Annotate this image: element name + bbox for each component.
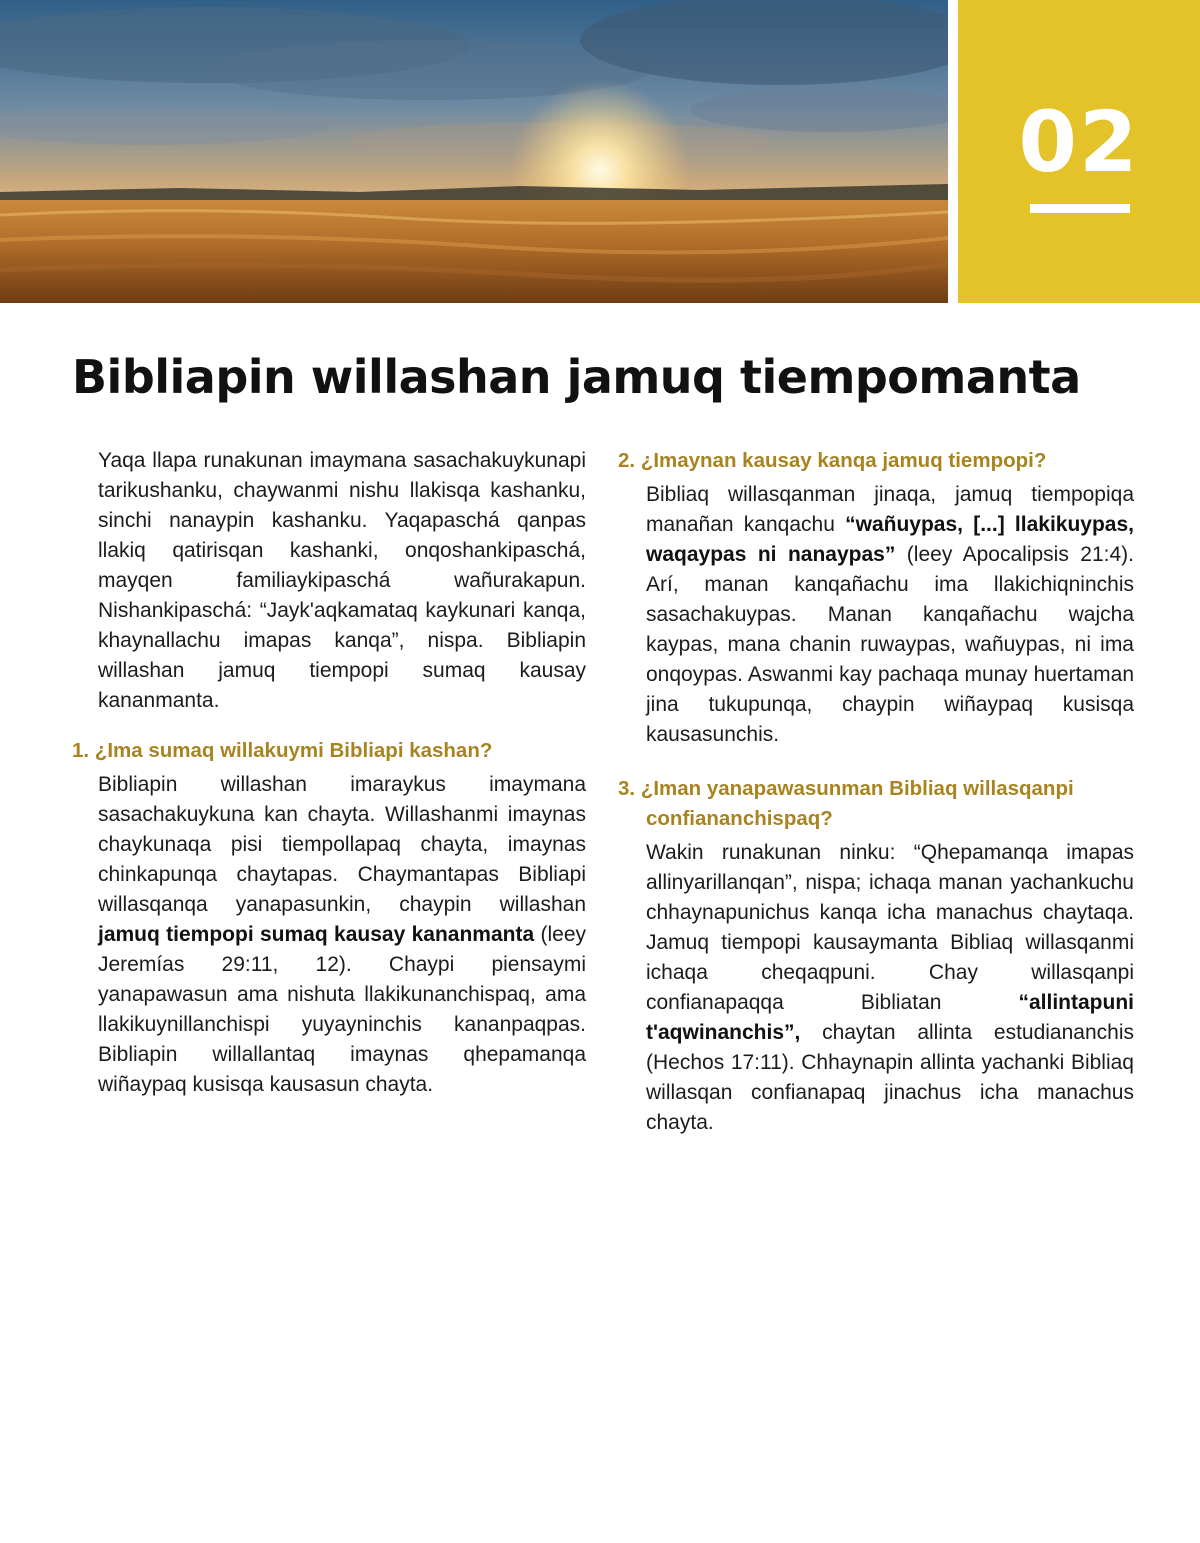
lesson-number-underline [1030,204,1130,213]
answer-text: (leey Jeremías 29:11, 12). Chaypi piensaymi yanapawasun ama nishuta llakikunanchispaq, ama llakikuynillanchispi yuyayninchis kananpaqpas. Bibliapin willallantaq imaynas qhepamanqa wiñaypaq kusisqa kausasun chayta. [98,923,586,1096]
answer-text: Bibliaq willasqanman jinaqa, jamuq tiempopiqa manañan kanqachu [646,483,1134,536]
answer-emphasis: “allintapuni t'aqwinanchis”, [646,991,1134,1044]
page-title: Bibliapin willashan jamuq tiempomanta [72,350,1081,404]
right-column [618,446,1134,1162]
question-1-answer [72,770,586,1100]
hero-photo-wheat-field-sunset [0,0,948,303]
question-2 [618,446,1134,750]
intro-paragraph: Yaqa llapa runakunan imaymana sasachakuykunapi tarikushanku, chaywanmi nishu llakisqa kashanku, sinchi nanaypin kashanku. Yaqapaschá qanpas llakiq qatirisqan kashanki, onqoshankipaschá, mayqen familiaykipaschá wañurakapun. Nishankipaschá: “Jayk'aqkamataq kaykunari kanqa, khaynallachu imapas kanqa”, nispa. Bibliapin willashan jamuq tiempopi sumaq kausay kananmanta. [98,449,586,712]
lesson-number: 02 [1018,93,1140,191]
left-column [72,446,586,1124]
question-2-heading: 2. ¿Imaynan kausay kanqa jamuq tiempopi? [618,449,1047,472]
sunset-field-illustration [0,0,948,303]
question-1 [72,736,586,1100]
question-1-heading: 1. ¿Ima sumaq willakuymi Bibliapi kashan? [72,739,493,762]
answer-text: Bibliapin willashan imaraykus imaymana sasachakuykuna kan chayta. Willashanmi imaynas chaykunaqa pisi tiempollapaq chayta, imaynas chinkapunqa chaytapas. Chaymantapas Bibliapi willasqanqa yanapasunkin, chaypin willashan [98,773,586,916]
answer-text: chaytan allinta estudiananchis (Hechos 17:11). Chhaynapin allinta yachanki Bibliaq willasqan confianapaq jinachus icha manachus chayta. [646,1021,1134,1134]
question-2-answer [618,480,1134,750]
answer-emphasis: “wañuypas, [...] llakikuypas, waqaypas ni nanaypas” [646,513,1134,566]
answer-text: (leey Apocalipsis 21:4). Arí, manan kanqañachu ima llakichiqninchis sasachakuypas. Manan kanqañachu wajcha kaypas, mana chanin ruwaypas, wañuypas, ni ima onqoypas. Aswanmi kay pachaqa munay huertaman jina tukupunqa, chaypin wiñaypaq kusisqa kausasunchis. [646,543,1134,746]
lesson-number-box [958,0,1200,303]
question-3-heading: 3. ¿Iman yanapawasunman Bibliaq willasqanpi confiananchispaq? [618,777,1074,830]
question-3-answer [618,838,1134,1138]
question-3 [618,774,1134,1138]
answer-emphasis: jamuq tiempopi sumaq kausay kananmanta [98,923,535,946]
answer-text: Wakin runakunan ninku: “Qhepamanqa imapas allinyarillanqan”, nispa; ichaqa manan yachankuchu chhaynapunichus kanqa icha manachus chaytaqa. Jamuq tiempopi kausaymanta Bibliaq willasqanmi ichaqa cheqaqpuni. Chay willasqanpi confianapaqqa Bibliatan [646,841,1134,1014]
